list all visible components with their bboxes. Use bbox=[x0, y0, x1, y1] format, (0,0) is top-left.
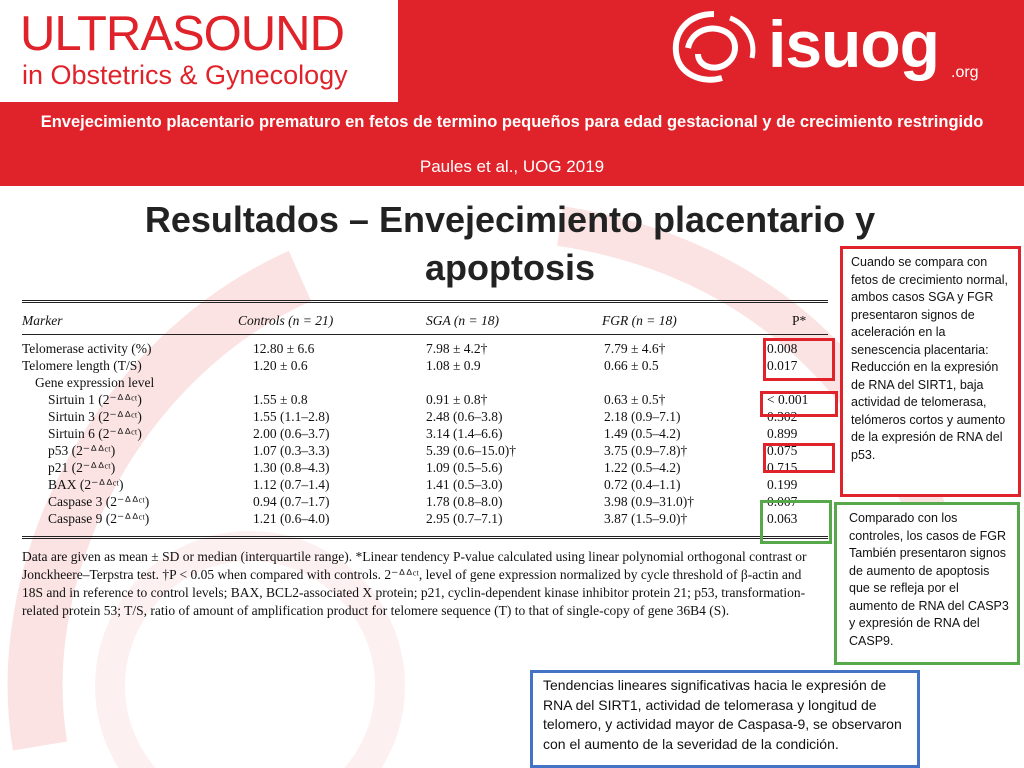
journal-subtitle: in Obstetrics & Gynecology bbox=[22, 60, 348, 90]
table-row: Sirtuin 6 (2⁻ᐞᐞᶜᵗ) 2.00 (0.6–3.7) 3.14 (1.4–6.6) 1.49 (0.5–4.2) 0.899 bbox=[48, 426, 798, 441]
blue-callout bbox=[530, 670, 920, 768]
header-controls: Controls (n = 21) bbox=[238, 313, 334, 328]
header-banner bbox=[0, 0, 1024, 186]
highlight-caspase-p bbox=[760, 500, 832, 544]
blue-callout-text: Tendencias lineares significativas hacia le expresión de RNA del SIRT1, actividad de telomerasa y longitud de telomero, y actividad mayor de Caspasa-9, se observaron con el aumento de la severidad de la condición. bbox=[543, 677, 902, 752]
green-callout-text: Comparado con los controles, los casos de FGR También presentaron signos de aumento de apoptosis que se refleja por el aumento de RNA del CASP3 y expresión de RNA del CASP9. bbox=[849, 511, 1009, 648]
header-p: P* bbox=[792, 313, 807, 328]
table-bottom-rule-double bbox=[22, 538, 828, 539]
table-row: p21 (2⁻ᐞᐞᶜᵗ) 1.30 (0.8–4.3) 1.09 (0.5–5.6) 1.22 (0.5–4.2) 0.715 bbox=[48, 460, 798, 475]
highlight-p53-p bbox=[763, 443, 835, 473]
table-row: Caspase 3 (2⁻ᐞᐞᶜᵗ) 0.94 (0.7–1.7) 1.78 (0.8–8.0) 3.98 (0.9–31.0)† 0.007 bbox=[48, 494, 798, 509]
table-row: p53 (2⁻ᐞᐞᶜᵗ) 1.07 (0.3–3.3) 5.39 (0.6–15.0)† 3.75 (0.9–7.8)† 0.075 bbox=[48, 443, 798, 458]
table-row: Sirtuin 1 (2⁻ᐞᐞᶜᵗ) 1.55 ± 0.8 0.91 ± 0.8† 0.63 ± 0.5† < 0.001 bbox=[48, 392, 809, 407]
table-row: Telomere length (T/S) 1.20 ± 0.6 1.08 ± 0.9 0.66 ± 0.5 0.017 bbox=[22, 358, 798, 373]
journal-logo bbox=[0, 0, 398, 102]
table-row: BAX (2⁻ᐞᐞᶜᵗ) 1.12 (0.7–1.4) 1.41 (0.5–3.0) 0.72 (0.4–1.1) 0.199 bbox=[48, 477, 798, 492]
table-footnote: Data are given as mean ± SD or median (interquartile range). *Linear tendency P-value calculated using linear polynomial orthogonal contrast or Jonckheere–Terpstra test. †P < 0.05 when compared with controls. 2⁻ᐞᐞᶜᵗ, level of gene expression normalized by cycle threshold of β-actin and 18S and in reference to control levels; BAX, BCL2-associated X protein; p21, cyclin-dependent kinase inhibitor protein 21; p53, transformation-related protein 53; T/S, ratio of amount of amplification product for telomere sequence (T) to that of single-copy of gene 36B4 (S). bbox=[22, 549, 807, 618]
header-marker: Marker bbox=[22, 313, 63, 328]
header-fgr: FGR (n = 18) bbox=[602, 313, 677, 328]
isuog-emblem-icon bbox=[668, 8, 760, 88]
red-callout-text-2: Reducción en la expresión de RNA del SIRT1, baja actividad de telomerasa, telómeros cortos y aumento de la expresión de RNA del p53. bbox=[851, 360, 1006, 462]
table-top-rule-double bbox=[22, 302, 828, 303]
study-title: Envejecimiento placentario prematuro en fetos de termino pequeños para edad gestacional y de crecimiento restringido bbox=[40, 113, 984, 131]
red-callout bbox=[840, 246, 1021, 497]
red-callout-text-1: Cuando se compara con fetos de crecimiento normal, ambos casos SGA y FGR presentaron signos de aceleración en la senescencia placentaria: bbox=[851, 255, 1009, 357]
table-row: Telomerase activity (%) 12.80 ± 6.6 7.98 ± 4.2† 7.79 ± 4.6† 0.008 bbox=[22, 341, 798, 356]
highlight-sirtuin1-p bbox=[760, 391, 838, 417]
table-bottom-rule bbox=[22, 536, 828, 537]
table-row: Gene expression level bbox=[35, 375, 155, 390]
isuog-wordmark: isuog bbox=[768, 7, 939, 81]
table-row: Caspase 9 (2⁻ᐞᐞᶜᵗ) 1.21 (0.6–4.0) 2.95 (0.7–7.1) 3.87 (1.5–9.0)† 0.063 bbox=[48, 511, 798, 526]
isuog-domain: .org bbox=[951, 64, 979, 81]
green-callout bbox=[834, 502, 1020, 665]
table-row: Sirtuin 3 (2⁻ᐞᐞᶜᵗ) 1.55 (1.1–2.8) 2.48 (0.6–3.8) 2.18 (0.9–7.1) 0.302 bbox=[48, 409, 798, 424]
table-top-rule bbox=[22, 300, 828, 301]
highlight-telomere-p bbox=[763, 338, 835, 381]
table-header-rule bbox=[22, 334, 828, 335]
journal-title: ULTRASOUND bbox=[20, 7, 344, 61]
header-sga: SGA (n = 18) bbox=[426, 313, 499, 328]
slide-title: Resultados – Envejecimiento placentario y apoptosis bbox=[144, 199, 876, 288]
citation: Paules et al., UOG 2019 bbox=[419, 157, 605, 176]
isuog-logo bbox=[668, 7, 1008, 88]
